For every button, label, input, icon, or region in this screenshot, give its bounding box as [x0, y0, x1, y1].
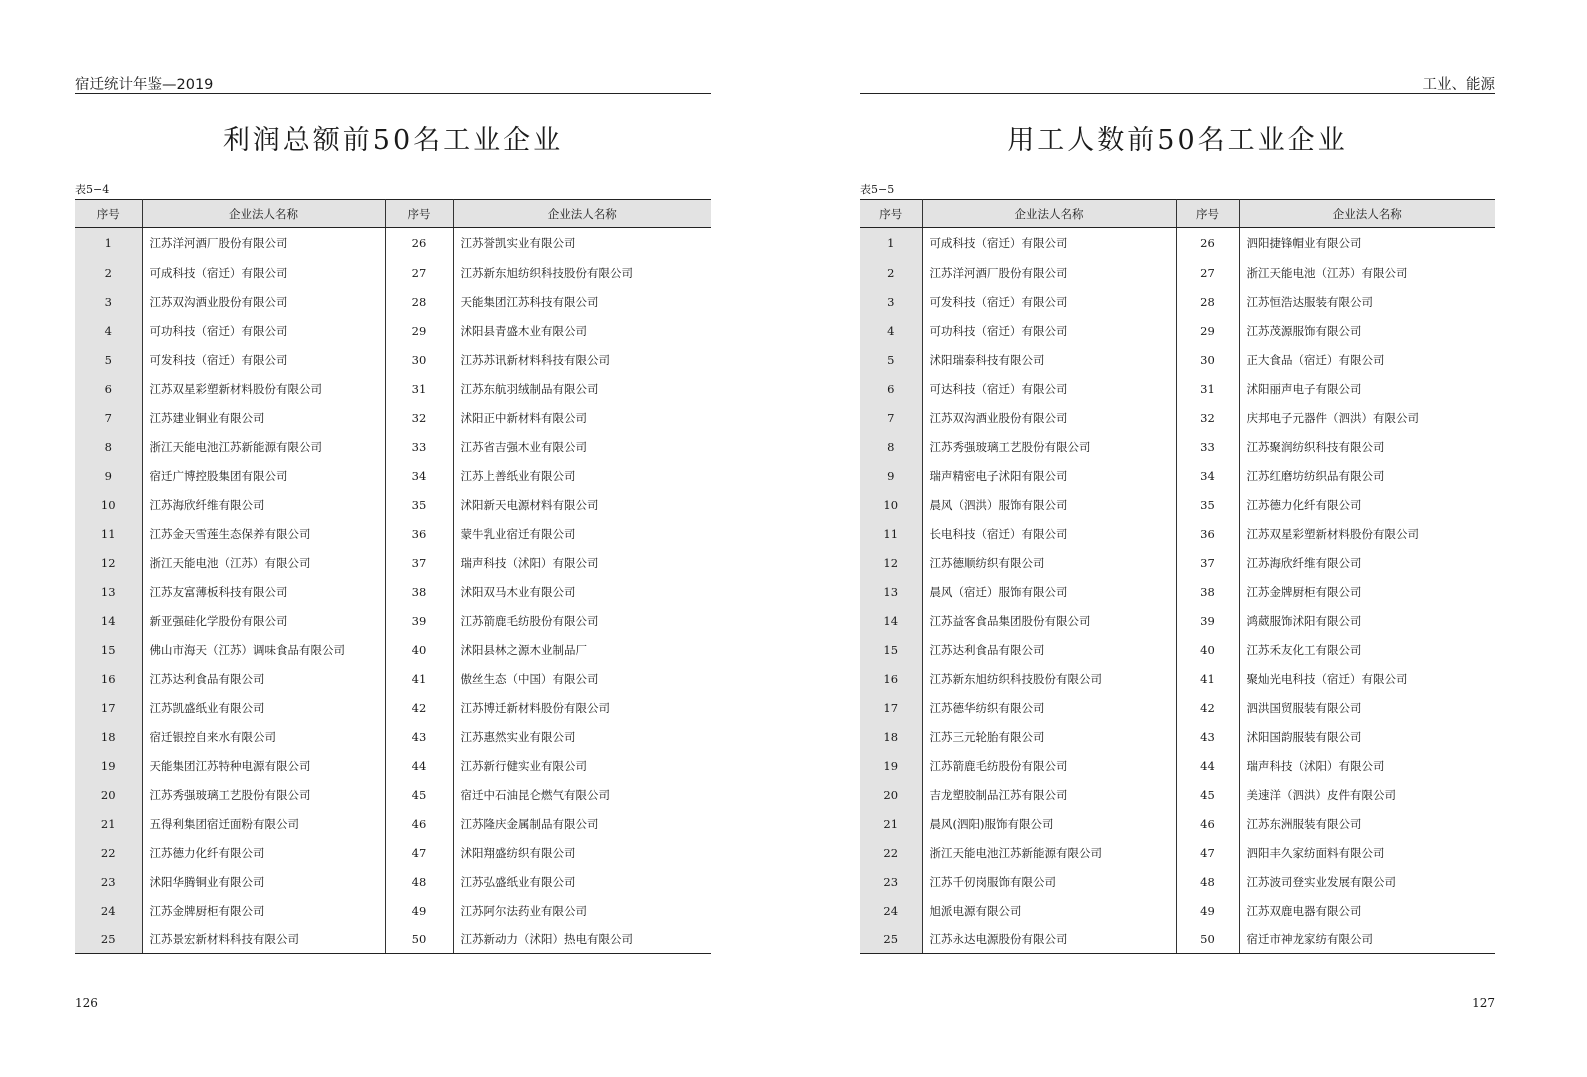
company-name-cell: 沭阳华腾铜业有限公司: [142, 868, 385, 897]
page-title: 利润总额前50名工业企业: [222, 125, 564, 156]
company-name-cell: 江苏千仞岗服饰有限公司: [922, 868, 1176, 897]
rank-cell: 44: [385, 752, 453, 781]
rank-cell: 40: [385, 636, 453, 665]
table-row: [75, 694, 711, 723]
rank-cell: 45: [385, 781, 453, 810]
company-name-cell: 鸿葳服饰沭阳有限公司: [1246, 614, 1362, 628]
company-name-cell: 泗阳捷锋帽业有限公司: [1246, 236, 1362, 251]
rank-cell: 33: [1176, 433, 1239, 462]
table-row: [75, 288, 711, 317]
table-body: [860, 228, 1495, 954]
company-name-cell: 江苏金牌厨柜有限公司: [1246, 585, 1362, 599]
rank-cell: 28: [1176, 288, 1239, 317]
company-name-cell: 江苏建业铜业有限公司: [142, 404, 385, 433]
rank-cell: 30: [1176, 346, 1239, 375]
rank-cell: 41: [1176, 665, 1239, 694]
column-header: 企业法人名称: [922, 200, 1176, 228]
company-name-cell: 江苏海欣纤维有限公司: [142, 491, 385, 520]
rank-cell: 43: [385, 723, 453, 752]
rank-cell: 5: [75, 346, 142, 375]
company-name-cell: 江苏恒浩达服装有限公司: [1246, 295, 1373, 309]
company-name-cell: 可功科技（宿迁）有限公司: [922, 317, 1176, 346]
rank-cell: 39: [385, 607, 453, 636]
company-name-cell: 江苏德力化纤有限公司: [142, 839, 385, 868]
table-row: [860, 694, 1495, 723]
company-name-cell: 沭阳新天电源材料有限公司: [460, 498, 599, 512]
rank-cell: 37: [1176, 549, 1239, 578]
rank-cell: 19: [860, 752, 922, 781]
rank-cell: 46: [385, 810, 453, 839]
company-name-cell: 江苏达利食品有限公司: [922, 636, 1176, 665]
company-name-cell: 江苏友富薄板科技有限公司: [142, 578, 385, 607]
rank-cell: 29: [1176, 317, 1239, 346]
rank-cell: 7: [860, 404, 922, 433]
rank-cell: 4: [75, 317, 142, 346]
table-row: [860, 433, 1495, 462]
company-name-cell: 浙江天能电池（江苏）有限公司: [142, 549, 385, 578]
rank-cell: 34: [1176, 462, 1239, 491]
company-name-cell: 瑞声精密电子沭阳有限公司: [922, 462, 1176, 491]
rank-cell: 25: [860, 926, 922, 954]
column-header: 企业法人名称: [142, 200, 385, 228]
table-row: [75, 462, 711, 491]
company-name-cell: 江苏禾友化工有限公司: [1246, 643, 1362, 657]
company-name-cell: 江苏德华纺织有限公司: [922, 694, 1176, 723]
company-name-cell: 美速洋（泗洪）皮件有限公司: [1246, 788, 1396, 802]
company-name-cell: 沭阳翔盛纺织有限公司: [460, 846, 576, 860]
rank-cell: 16: [860, 665, 922, 694]
rank-cell: 24: [75, 897, 142, 926]
table-label: 表5−5: [860, 183, 895, 196]
table-row: [75, 404, 711, 433]
table-row: [860, 839, 1495, 868]
table-row: [75, 549, 711, 578]
company-name-cell: 江苏省吉强木业有限公司: [460, 440, 587, 454]
table-row: [75, 607, 711, 636]
rank-cell: 15: [860, 636, 922, 665]
rank-cell: 27: [1176, 259, 1239, 288]
company-name-cell: 沭阳双马木业有限公司: [460, 585, 576, 599]
table-row: [75, 346, 711, 375]
column-header: 序号: [385, 200, 453, 228]
rank-cell: 22: [860, 839, 922, 868]
rank-cell: 16: [75, 665, 142, 694]
company-name-cell: 江苏苏讯新材料科技有限公司: [460, 353, 610, 367]
rank-cell: 2: [860, 259, 922, 288]
table-header-row: [860, 200, 1495, 228]
rank-cell: 20: [860, 781, 922, 810]
rank-cell: 36: [385, 520, 453, 549]
rank-cell: 17: [860, 694, 922, 723]
company-name-cell: 沭阳瑞泰科技有限公司: [922, 346, 1176, 375]
rank-cell: 20: [75, 781, 142, 810]
rank-cell: 38: [385, 578, 453, 607]
table-row: [75, 491, 711, 520]
company-name-cell: 江苏双沟酒业股份有限公司: [922, 404, 1176, 433]
company-name-cell: 可成科技（宿迁）有限公司: [142, 259, 385, 288]
company-name-cell: 江苏双鹿电器有限公司: [1246, 904, 1362, 918]
rank-cell: 1: [75, 228, 142, 259]
right-page: [860, 0, 1495, 1077]
column-header: 企业法人名称: [1239, 200, 1495, 228]
company-name-cell: 可成科技（宿迁）有限公司: [922, 228, 1176, 259]
company-name-cell: 江苏德力化纤有限公司: [1246, 498, 1362, 512]
rank-cell: 44: [1176, 752, 1239, 781]
company-name-cell: 沭阳正中新材料有限公司: [460, 411, 587, 425]
table-row: [860, 897, 1495, 926]
page-title: 用工人数前50名工业企业: [1007, 125, 1348, 156]
running-head-text: 宿迁统计年鉴—2019: [75, 77, 214, 93]
rank-cell: 27: [385, 259, 453, 288]
company-name-cell: 江苏东航羽绒制品有限公司: [460, 382, 599, 396]
rank-cell: 36: [1176, 520, 1239, 549]
rank-cell: 8: [75, 433, 142, 462]
ranking-table: [860, 199, 1495, 954]
column-header: 序号: [860, 200, 922, 228]
rank-cell: 47: [385, 839, 453, 868]
rank-cell: 7: [75, 404, 142, 433]
rank-cell: 12: [860, 549, 922, 578]
company-name-cell: 江苏新动力（沭阳）热电有限公司: [453, 926, 711, 954]
company-name-cell: 傲丝生态（中国）有限公司: [460, 672, 599, 686]
rank-cell: 50: [385, 926, 453, 954]
company-name-cell: 江苏波司登实业发展有限公司: [1246, 875, 1396, 889]
company-name-cell: 佛山市海天（江苏）调味食品有限公司: [142, 636, 385, 665]
rank-cell: 32: [385, 404, 453, 433]
rank-cell: 46: [1176, 810, 1239, 839]
table-body: [75, 228, 711, 954]
company-name-cell: 可达科技（宿迁）有限公司: [922, 375, 1176, 404]
table-row: [860, 259, 1495, 288]
company-name-cell: 江苏聚润纺织科技有限公司: [1246, 440, 1385, 454]
company-name-cell: 江苏秀强玻璃工艺股份有限公司: [922, 433, 1176, 462]
company-name-cell: 江苏东洲服装有限公司: [1246, 817, 1362, 831]
rank-cell: 6: [860, 375, 922, 404]
table-row: [75, 317, 711, 346]
rank-cell: 11: [860, 520, 922, 549]
company-name-cell: 浙江天能电池江苏新能源有限公司: [142, 433, 385, 462]
rank-cell: 35: [1176, 491, 1239, 520]
company-name-cell: 江苏德顺纺织有限公司: [922, 549, 1176, 578]
company-name-cell: 晨风（泗洪）服饰有限公司: [922, 491, 1176, 520]
company-name-cell: 江苏洋河酒厂股份有限公司: [142, 228, 385, 259]
table-row: [860, 404, 1495, 433]
company-name-cell: 可发科技（宿迁）有限公司: [142, 346, 385, 375]
rank-cell: 49: [385, 897, 453, 926]
company-name-cell: 江苏箭鹿毛纺股份有限公司: [922, 752, 1176, 781]
company-name-cell: 江苏双星彩塑新材料股份有限公司: [1246, 527, 1419, 541]
company-name-cell: 江苏双星彩塑新材料股份有限公司: [142, 375, 385, 404]
company-name-cell: 江苏新东旭纺织科技股份有限公司: [922, 665, 1176, 694]
rank-cell: 12: [75, 549, 142, 578]
company-name-cell: 江苏洋河酒厂股份有限公司: [922, 259, 1176, 288]
company-name-cell: 瑞声科技（沭阳）有限公司: [1246, 759, 1385, 773]
table-row: [75, 810, 711, 839]
table-row: [75, 259, 711, 288]
company-name-cell: 晨风(泗阳)服饰有限公司: [922, 810, 1176, 839]
company-name-cell: 泗阳丰久家纺面料有限公司: [1246, 846, 1385, 860]
company-name-cell: 江苏景宏新材料科技有限公司: [142, 926, 385, 954]
rank-cell: 21: [75, 810, 142, 839]
rank-cell: 26: [1176, 228, 1239, 259]
company-name-cell: 江苏三元轮胎有限公司: [922, 723, 1176, 752]
rank-cell: 45: [1176, 781, 1239, 810]
table-row: [860, 607, 1495, 636]
table-header-row: [75, 200, 711, 228]
rank-cell: 10: [860, 491, 922, 520]
company-name-cell: 江苏箭鹿毛纺股份有限公司: [460, 614, 599, 628]
company-name-cell: 沭阳国韵服装有限公司: [1246, 730, 1362, 744]
table-row: [75, 752, 711, 781]
rank-cell: 24: [860, 897, 922, 926]
rank-cell: 48: [1176, 868, 1239, 897]
company-name-cell: 可发科技（宿迁）有限公司: [922, 288, 1176, 317]
table-row: [75, 839, 711, 868]
rank-cell: 32: [1176, 404, 1239, 433]
company-name-cell: 江苏海欣纤维有限公司: [1246, 556, 1362, 570]
company-name-cell: 新亚强硅化学股份有限公司: [142, 607, 385, 636]
table-row: [75, 723, 711, 752]
table-row: [860, 868, 1495, 897]
company-name-cell: 江苏茂源服饰有限公司: [1246, 324, 1362, 338]
table-row: [75, 868, 711, 897]
company-name-cell: 浙江天能电池（江苏）有限公司: [1246, 266, 1408, 280]
table-row: [860, 578, 1495, 607]
company-name-cell: 晨风（宿迁）服饰有限公司: [922, 578, 1176, 607]
table-row: [860, 549, 1495, 578]
table-row: [860, 317, 1495, 346]
company-name-cell: 江苏誉凯实业有限公司: [460, 236, 576, 251]
rank-cell: 38: [1176, 578, 1239, 607]
company-name-cell: 沭阳县青盛木业有限公司: [460, 324, 587, 338]
table-row: [860, 491, 1495, 520]
company-name-cell: 瑞声科技（沭阳）有限公司: [460, 556, 599, 570]
rank-cell: 18: [860, 723, 922, 752]
company-name-cell: 江苏凯盛纸业有限公司: [142, 694, 385, 723]
rank-cell: 37: [385, 549, 453, 578]
company-name-cell: 江苏金天雪莲生态保养有限公司: [142, 520, 385, 549]
page-number: 127: [1472, 996, 1495, 1010]
ranking-table: [75, 199, 711, 954]
table-row: [860, 228, 1495, 259]
running-head: [860, 72, 1495, 94]
column-header: 序号: [75, 200, 142, 228]
rank-cell: 34: [385, 462, 453, 491]
rank-cell: 2: [75, 259, 142, 288]
table-row: [860, 462, 1495, 491]
company-name-cell: 泗洪国贸服装有限公司: [1246, 701, 1362, 715]
company-name-cell: 江苏红磨坊纺织品有限公司: [1246, 469, 1385, 483]
table-row: [860, 346, 1495, 375]
table-row: [75, 926, 711, 954]
rank-cell: 5: [860, 346, 922, 375]
rank-cell: 17: [75, 694, 142, 723]
company-name-cell: 天能集团江苏特种电源有限公司: [142, 752, 385, 781]
table-row: [75, 433, 711, 462]
table-row: [860, 781, 1495, 810]
company-name-cell: 江苏上善纸业有限公司: [460, 469, 576, 483]
company-name-cell: 江苏益客食品集团股份有限公司: [922, 607, 1176, 636]
table-row: [860, 288, 1495, 317]
rank-cell: 28: [385, 288, 453, 317]
company-name-cell: 江苏惠然实业有限公司: [460, 730, 576, 744]
rank-cell: 29: [385, 317, 453, 346]
rank-cell: 9: [860, 462, 922, 491]
rank-cell: 21: [860, 810, 922, 839]
company-name-cell: 沭阳县林之源木业制品厂: [460, 643, 587, 657]
company-name-cell: 庆邦电子元器件（泗洪）有限公司: [1246, 411, 1419, 425]
table-row: [860, 665, 1495, 694]
company-name-cell: 江苏弘盛纸业有限公司: [460, 875, 576, 889]
company-name-cell: 宿迁中石油昆仑燃气有限公司: [460, 788, 610, 802]
company-name-cell: 宿迁市神龙家纺有限公司: [1239, 926, 1495, 954]
table-row: [860, 810, 1495, 839]
rank-cell: 43: [1176, 723, 1239, 752]
company-name-cell: 吉龙塑胶制品江苏有限公司: [922, 781, 1176, 810]
rank-cell: 18: [75, 723, 142, 752]
company-name-cell: 天能集团江苏科技有限公司: [460, 295, 599, 309]
rank-cell: 25: [75, 926, 142, 954]
rank-cell: 11: [75, 520, 142, 549]
page-number: 126: [75, 996, 98, 1010]
company-name-cell: 正大食品（宿迁）有限公司: [1246, 353, 1385, 367]
company-name-cell: 蒙牛乳业宿迁有限公司: [460, 527, 576, 541]
column-header: 序号: [1176, 200, 1239, 228]
company-name-cell: 可功科技（宿迁）有限公司: [142, 317, 385, 346]
rank-cell: 4: [860, 317, 922, 346]
table-row: [75, 636, 711, 665]
rank-cell: 26: [385, 228, 453, 259]
table-row: [860, 636, 1495, 665]
company-name-cell: 江苏阿尔法药业有限公司: [460, 904, 587, 918]
table-row: [860, 752, 1495, 781]
rank-cell: 23: [860, 868, 922, 897]
company-name-cell: 宿迁银控自来水有限公司: [142, 723, 385, 752]
rank-cell: 49: [1176, 897, 1239, 926]
rank-cell: 23: [75, 868, 142, 897]
company-name-cell: 五得利集团宿迁面粉有限公司: [142, 810, 385, 839]
rank-cell: 1: [860, 228, 922, 259]
rank-cell: 47: [1176, 839, 1239, 868]
table-row: [75, 228, 711, 259]
company-name-cell: 江苏双沟酒业股份有限公司: [142, 288, 385, 317]
table-row: [860, 723, 1495, 752]
rank-cell: 19: [75, 752, 142, 781]
rank-cell: 30: [385, 346, 453, 375]
company-name-cell: 宿迁广博控股集团有限公司: [142, 462, 385, 491]
company-name-cell: 江苏新东旭纺织科技股份有限公司: [460, 266, 633, 280]
rank-cell: 14: [860, 607, 922, 636]
rank-cell: 31: [1176, 375, 1239, 404]
company-name-cell: 长电科技（宿迁）有限公司: [922, 520, 1176, 549]
rank-cell: 50: [1176, 926, 1239, 954]
company-name-cell: 江苏博迁新材料股份有限公司: [460, 701, 610, 715]
rank-cell: 10: [75, 491, 142, 520]
rank-cell: 13: [75, 578, 142, 607]
rank-cell: 48: [385, 868, 453, 897]
rank-cell: 40: [1176, 636, 1239, 665]
column-header: 企业法人名称: [453, 200, 711, 228]
rank-cell: 15: [75, 636, 142, 665]
rank-cell: 14: [75, 607, 142, 636]
table-row: [75, 665, 711, 694]
company-name-cell: 浙江天能电池江苏新能源有限公司: [922, 839, 1176, 868]
rank-cell: 31: [385, 375, 453, 404]
company-name-cell: 沭阳丽声电子有限公司: [1246, 382, 1362, 396]
company-name-cell: 江苏秀强玻璃工艺股份有限公司: [142, 781, 385, 810]
rank-cell: 22: [75, 839, 142, 868]
table-label: 表5−4: [75, 183, 110, 196]
table-row: [860, 520, 1495, 549]
company-name-cell: 江苏永达电源股份有限公司: [922, 926, 1176, 954]
table-row: [860, 926, 1495, 954]
rank-cell: 9: [75, 462, 142, 491]
table-row: [75, 897, 711, 926]
rank-cell: 6: [75, 375, 142, 404]
table-row: [75, 375, 711, 404]
rank-cell: 3: [75, 288, 142, 317]
rank-cell: 35: [385, 491, 453, 520]
table-row: [75, 578, 711, 607]
company-name-cell: 江苏隆庆金属制品有限公司: [460, 817, 599, 831]
table-row: [75, 781, 711, 810]
rank-cell: 13: [860, 578, 922, 607]
running-head-text: 工业、能源: [1422, 77, 1495, 93]
left-page: [75, 0, 711, 1077]
company-name-cell: 江苏新行健实业有限公司: [460, 759, 587, 773]
rank-cell: 3: [860, 288, 922, 317]
rank-cell: 39: [1176, 607, 1239, 636]
running-head: [75, 72, 711, 94]
company-name-cell: 江苏金牌厨柜有限公司: [142, 897, 385, 926]
rank-cell: 33: [385, 433, 453, 462]
rank-cell: 42: [1176, 694, 1239, 723]
table-row: [75, 520, 711, 549]
rank-cell: 41: [385, 665, 453, 694]
company-name-cell: 旭派电源有限公司: [922, 897, 1176, 926]
table-row: [860, 375, 1495, 404]
company-name-cell: 江苏达利食品有限公司: [142, 665, 385, 694]
rank-cell: 8: [860, 433, 922, 462]
company-name-cell: 聚灿光电科技（宿迁）有限公司: [1246, 672, 1408, 686]
rank-cell: 42: [385, 694, 453, 723]
